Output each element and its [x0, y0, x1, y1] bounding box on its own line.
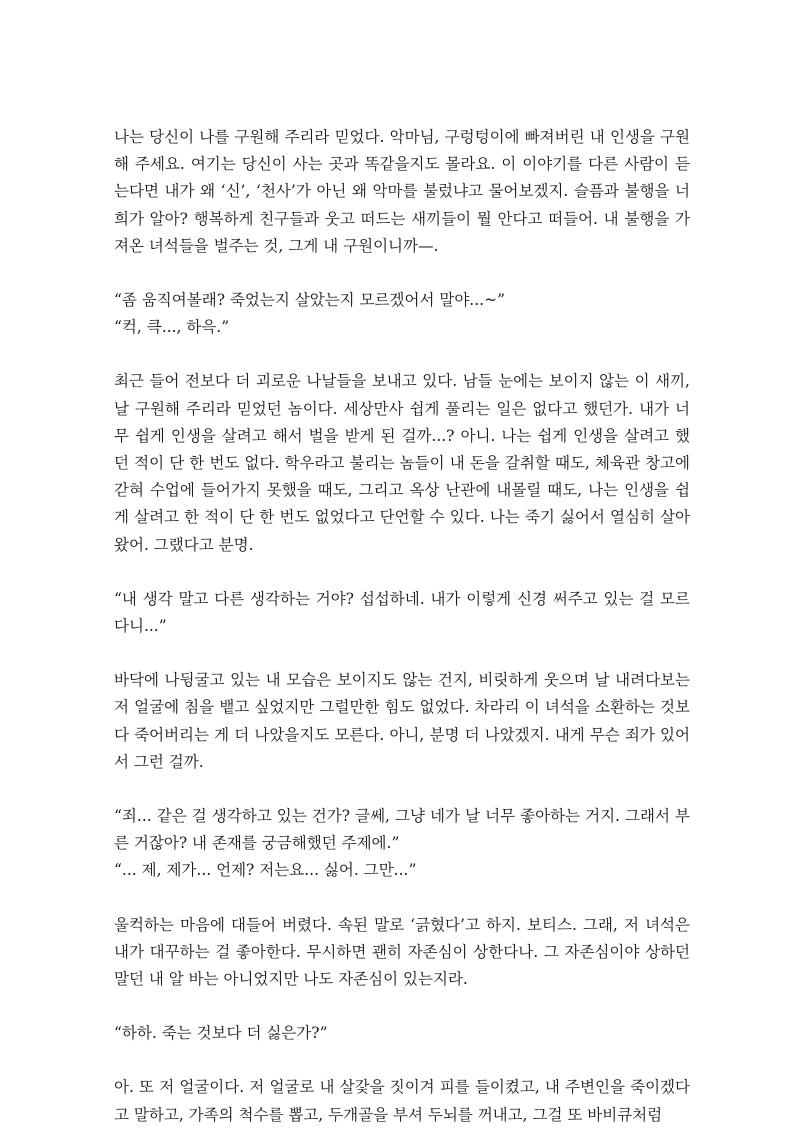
dialogue-block-4 — [114, 1020, 690, 1047]
dialogue-line: “컥, 큭..., 하윽.” — [114, 318, 230, 337]
paragraph-gap — [114, 1047, 690, 1074]
paragraph-gap — [114, 341, 690, 368]
paragraph-text: 최근 들어 전보다 더 괴로운 나날들을 보내고 있다. 남들 눈에는 보이지 않는 이 새끼, 날 구원해 주리라 믿었던 놈이다. 세상만사 쉽게 풀리는 일은 없다고 했던가. 내가 너무 쉽게 인생을 살려고 해서 벌을 받게 된 걸까...? 아니. 나는 쉽게 인생을 살려고 했던 적이 단 한 번도 없다. 학우라고 불리는 놈들이 내 돈을 갈취할 때도, 체육관 창고에 갇혀 수업에 들어가지 못했을 때도, 그리고 옥상 난관에 내몰릴 때도, 나는 인생을 쉽게 살려고 한 적이 단 한 번도 없었다고 단언할 수 있다. 나는 죽기 싫어서 열심히 살아왔어. 그랬다고 분명. — [114, 372, 690, 554]
dialogue-line: “죄... 같은 걸 생각하고 있는 건가? 글쎄, 그냥 네가 날 너무 좋아하는 거지. 그래서 부른 거잖아? 내 존재를 궁금해했던 주제에.” — [114, 807, 690, 853]
paragraph-1 — [114, 124, 690, 260]
document-body — [114, 124, 690, 1129]
paragraph-text: 바닥에 나뒹굴고 있는 내 모습은 보이지도 않는 건지, 비릿하게 웃으며 날 내려다보는 저 얼굴에 침을 뱉고 싶었지만 그럴만한 힘도 없었다. 차라리 이 녀석을 소환하는 것보다 죽어버리는 게 더 나았을지도 모른다. 아니, 분명 더 나았겠지. 내게 무슨 죄가 있어서 그런 걸까. — [114, 671, 690, 771]
dialogue-block-1 — [114, 287, 690, 341]
paragraph-gap — [114, 640, 690, 667]
paragraph-5 — [114, 1074, 690, 1128]
paragraph-2 — [114, 368, 690, 558]
paragraph-gap — [114, 260, 690, 287]
paragraph-gap — [114, 559, 690, 586]
paragraph-gap — [114, 993, 690, 1020]
paragraph-3 — [114, 667, 690, 776]
paragraph-text: 나는 당신이 나를 구원해 주리라 믿었다. 악마님, 구렁텅이에 빠져버린 내 인생을 구원해 주세요. 여기는 당신이 사는 곳과 똑같을지도 몰라요. 이 이야기를 다른 사람이 듣는다면 내가 왜 ‘신’, ‘천사’가 아닌 왜 악마를 불렀냐고 물어보겠지. 슬픔과 불행을 너희가 알아? 행복하게 친구들과 웃고 떠드는 새끼들이 뭘 안다고 떠들어. 내 불행을 가져온 녀석들을 벌주는 것, 그게 내 구원이니까—. — [114, 128, 690, 255]
dialogue-line: “좀 움직여볼래? 죽었는지 살았는지 모르겠어서 말야...~” — [114, 291, 505, 310]
dialogue-block-2 — [114, 586, 690, 640]
paragraph-gap — [114, 885, 690, 912]
dialogue-line: “내 생각 말고 다른 생각하는 거야? 섭섭하네. 내가 이렇게 신경 써주고 있는 걸 모르다니...” — [114, 589, 690, 636]
paragraph-gap — [114, 776, 690, 803]
dialogue-line: “하하. 죽는 것보다 더 싫은가?” — [114, 1024, 328, 1043]
dialogue-line: “... 제, 제가... 언제? 저는요... 싫어. 그만...” — [114, 861, 417, 880]
paragraph-text: 울컥하는 마음에 대들어 버렸다. 속된 말로 ‘긁혔다’고 하지. 보티스. 그래, 저 녀석은 내가 대꾸하는 걸 좋아한다. 무시하면 괜히 자존심이 상한다나. 그 자존심이야 상하던 말던 내 알 바는 아니었지만 나도 자존심이 있는지라. — [114, 915, 690, 989]
dialogue-block-3 — [114, 803, 690, 885]
paragraph-text: 아. 또 저 얼굴이다. 저 얼굴로 내 살갗을 짓이겨 피를 들이켰고, 내 주변인을 죽이겠다고 말하고, 가족의 척수를 뽑고, 두개골을 부셔 두뇌를 꺼내고, 그걸 또 바비큐처럼 — [114, 1078, 690, 1124]
paragraph-4 — [114, 912, 690, 994]
